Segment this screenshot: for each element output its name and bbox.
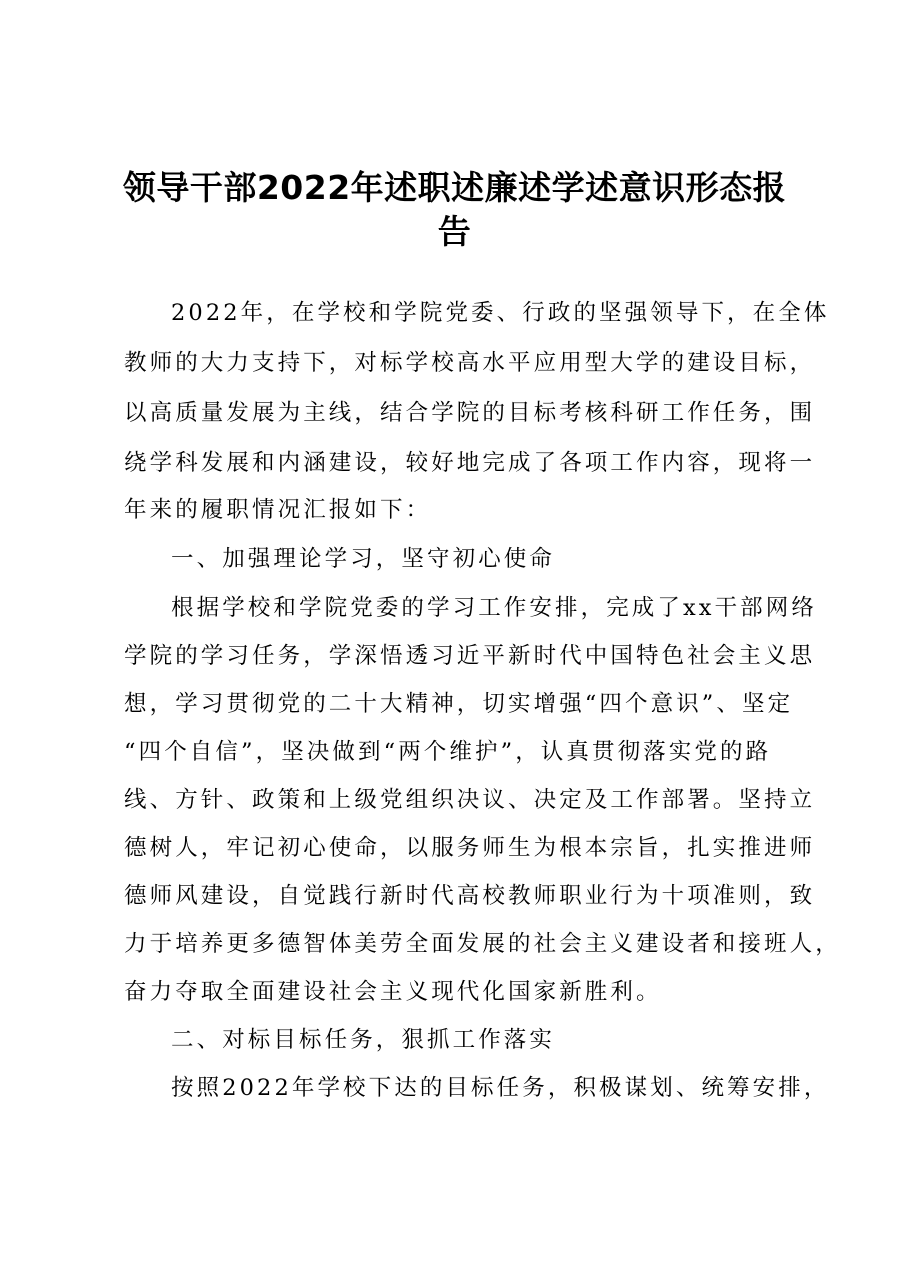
paragraph-line: 以高质量发展为主线，结合学院的目标考核科研工作任务，围 [124,400,816,426]
paragraph-line: 年来的履职情况汇报如下： [124,497,432,523]
paragraph-line: 想，学习贯彻党的二十大精神，切实增强“四个意识”、坚定 [124,691,794,717]
paragraph-line: 德师风建设，自觉践行新时代高校教师职业行为十项准则，致 [124,883,816,909]
paragraph-line: 教师的大力支持下，对标学校高水平应用型大学的建设目标， [124,350,816,376]
paragraph-line: 按照2022年学校下达的目标任务，积极谋划、统筹安排， [171,1075,830,1101]
paragraph-line: 线、方针、政策和上级党组织决议、决定及工作部署。坚持立 [124,787,816,813]
paragraph-line: “四个自信”，坚决做到“两个维护”，认真贯彻落实党的路 [124,739,772,765]
paragraph-line: 力于培养更多德智体美劳全面发展的社会主义建设者和接班人， [124,931,841,957]
paragraph-line: 学院的学习任务，学深悟透习近平新时代中国特色社会主义思 [124,643,816,669]
section-heading-1: 一、加强理论学习，坚守初心使命 [171,546,556,572]
paragraph-line: 德树人，牢记初心使命，以服务师生为根本宗旨，扎实推进师 [124,835,816,861]
paragraph-line: 根据学校和学院党委的学习工作安排，完成了xx干部网络 [171,595,817,621]
paragraph-line: 绕学科发展和内涵建设，较好地完成了各项工作内容，现将一 [124,450,816,476]
section-heading-2: 二、对标目标任务，狠抓工作落实 [171,1027,556,1053]
paragraph-line: 奋力夺取全面建设社会主义现代化国家新胜利。 [124,979,662,1005]
paragraph-line: 2022年，在学校和学院党委、行政的坚强领导下，在全体 [171,300,830,326]
document-title-line-2: 告 [437,212,472,251]
document-title-line-1: 领导干部2022年述职述廉述学述意识形态报 [122,168,787,207]
